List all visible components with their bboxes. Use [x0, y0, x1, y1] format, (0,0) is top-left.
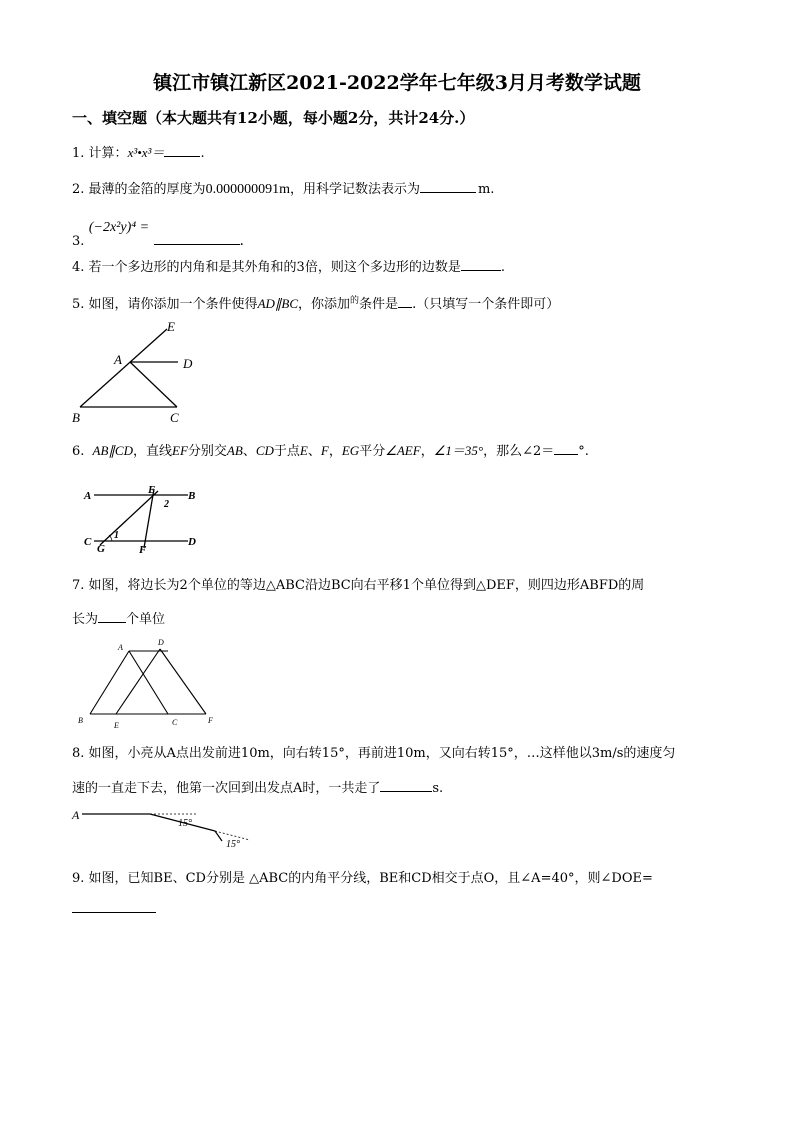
label-D: D — [188, 536, 196, 548]
label-B: B — [72, 410, 80, 425]
angle-label-2: 15° — [226, 839, 240, 850]
answer-blank[interactable] — [398, 293, 412, 308]
question-text: 的 — [350, 296, 360, 306]
question-text: ， — [420, 444, 434, 459]
label-A: A — [84, 490, 92, 502]
question-7-line-2 — [72, 608, 165, 629]
question-number: 2. — [72, 182, 85, 197]
question-text: 、 — [307, 444, 321, 459]
answer-blank[interactable] — [98, 608, 126, 623]
question-number: 7. — [72, 578, 85, 593]
figure-q7 — [74, 636, 224, 732]
label-G: G — [97, 543, 105, 555]
question-8-line-1 — [72, 745, 675, 763]
question-2 — [72, 178, 494, 199]
label-C: C — [84, 536, 92, 548]
question-text: 如图，已知BE、CD分别是 △ABC的内角平分线，BE和CD相交于点O，且∠A=40°，则∠DOE= — [88, 871, 653, 886]
label-F: F — [208, 716, 213, 725]
answer-blank[interactable] — [420, 178, 476, 193]
label-A: A — [118, 643, 123, 652]
question-3 — [72, 216, 244, 249]
answer-blank[interactable] — [164, 142, 200, 157]
question-text: 条件是 — [359, 297, 399, 312]
label-E: E — [114, 721, 119, 730]
figure-q8 — [70, 803, 260, 853]
math-expression: ∠1＝35° — [433, 443, 484, 458]
math-expression: EF — [172, 443, 188, 458]
math-expression: F — [320, 443, 329, 458]
label-A: A — [72, 808, 80, 822]
label-1: 1 — [114, 530, 119, 541]
question-text: ，直线 — [133, 444, 173, 459]
figure-q6 — [82, 482, 202, 554]
section-heading: 一、填空题（本大题共有12小题，每小题2分，共计24分.） — [72, 109, 475, 127]
question-number: 4. — [72, 260, 85, 275]
question-number: 3. — [72, 234, 85, 249]
question-text: 如图，请你添加一个条件使得 — [88, 297, 258, 312]
question-text: 于点 — [273, 444, 300, 459]
punctuation: . — [239, 233, 244, 249]
punctuation: °. — [578, 444, 589, 459]
question-text: 计算： — [88, 146, 128, 161]
label-B: B — [78, 716, 83, 725]
question-1 — [72, 142, 205, 163]
label-E: E — [167, 319, 175, 334]
angle-label-1: 15° — [178, 818, 192, 829]
question-text: 若一个多边形的内角和是其外角和的3倍，则这个多边形的边数是 — [88, 260, 461, 275]
question-text: 最薄的金箔的厚度为 — [88, 182, 206, 197]
math-expression: x³•x³＝ — [127, 145, 165, 160]
question-text: ，那么∠2＝ — [483, 444, 555, 459]
math-expression: (−2x²y)⁴ = — [88, 220, 150, 235]
unit-label: m — [477, 182, 491, 197]
question-8-line-2 — [72, 777, 443, 798]
math-expression: EG — [341, 443, 360, 458]
question-text: 长为 — [72, 612, 99, 627]
punctuation: . — [200, 146, 205, 161]
punctuation: . — [490, 182, 495, 197]
answer-blank[interactable] — [72, 912, 156, 913]
math-value: 0.000000091m — [205, 182, 290, 197]
page-title: 镇江市镇江新区2021-2022学年七年级3月月考数学试题 — [153, 72, 641, 94]
math-expression: AD∥BC — [257, 296, 299, 311]
question-text: 个单位 — [126, 612, 166, 627]
question-text: 如图，将边长为2个单位的等边△ABC沿边BC向右平移1个单位得到△DEF，则四边形ABFD的周 — [88, 578, 645, 593]
answer-blank[interactable] — [154, 230, 240, 245]
question-number: 5. — [72, 297, 85, 312]
figure-q5 — [70, 318, 210, 428]
question-text: 分别交 — [187, 444, 227, 459]
math-expression: AB∥CD — [92, 443, 133, 458]
label-B: B — [188, 490, 196, 502]
question-text: ， — [328, 444, 342, 459]
punctuation: . — [500, 260, 505, 275]
math-expression: CD — [255, 443, 274, 458]
question-6 — [72, 440, 589, 461]
question-text: 、 — [242, 444, 256, 459]
question-text: 速的一直走下去，他第一次回到出发点A时，一共走了 — [72, 781, 381, 796]
label-C: C — [170, 410, 179, 425]
question-7-line-1 — [72, 577, 644, 595]
label-C: C — [172, 718, 178, 727]
question-text: 平分 — [359, 444, 386, 459]
label-E: E — [148, 484, 156, 496]
math-expression: AB — [226, 443, 243, 458]
math-expression: ∠AEF — [385, 443, 421, 458]
label-D: D — [158, 638, 164, 647]
answer-blank[interactable] — [461, 256, 501, 271]
question-text: 如图，小亮从A点出发前进10m，向右转15°，再前进10m，又向右转15°，…这样他以3m/s的速度匀 — [88, 746, 676, 761]
label-A: A — [114, 352, 122, 367]
question-number: 6. — [72, 444, 85, 459]
question-text: ，你添加 — [298, 297, 351, 312]
question-number: 1. — [72, 146, 85, 161]
question-number: 9. — [72, 871, 85, 886]
question-5 — [72, 293, 559, 315]
question-9 — [72, 870, 653, 888]
answer-blank[interactable] — [380, 777, 432, 792]
question-text: .（只填写一个条件即可） — [412, 297, 560, 312]
label-F: F — [139, 544, 147, 556]
question-text: ，用科学记数法表示为 — [289, 182, 420, 197]
label-D: D — [183, 356, 193, 371]
question-4 — [72, 256, 505, 277]
math-expression: E — [299, 443, 308, 458]
answer-blank[interactable] — [554, 440, 578, 455]
question-number: 8. — [72, 746, 85, 761]
label-2: 2 — [164, 499, 169, 510]
question-text: s. — [432, 781, 444, 796]
